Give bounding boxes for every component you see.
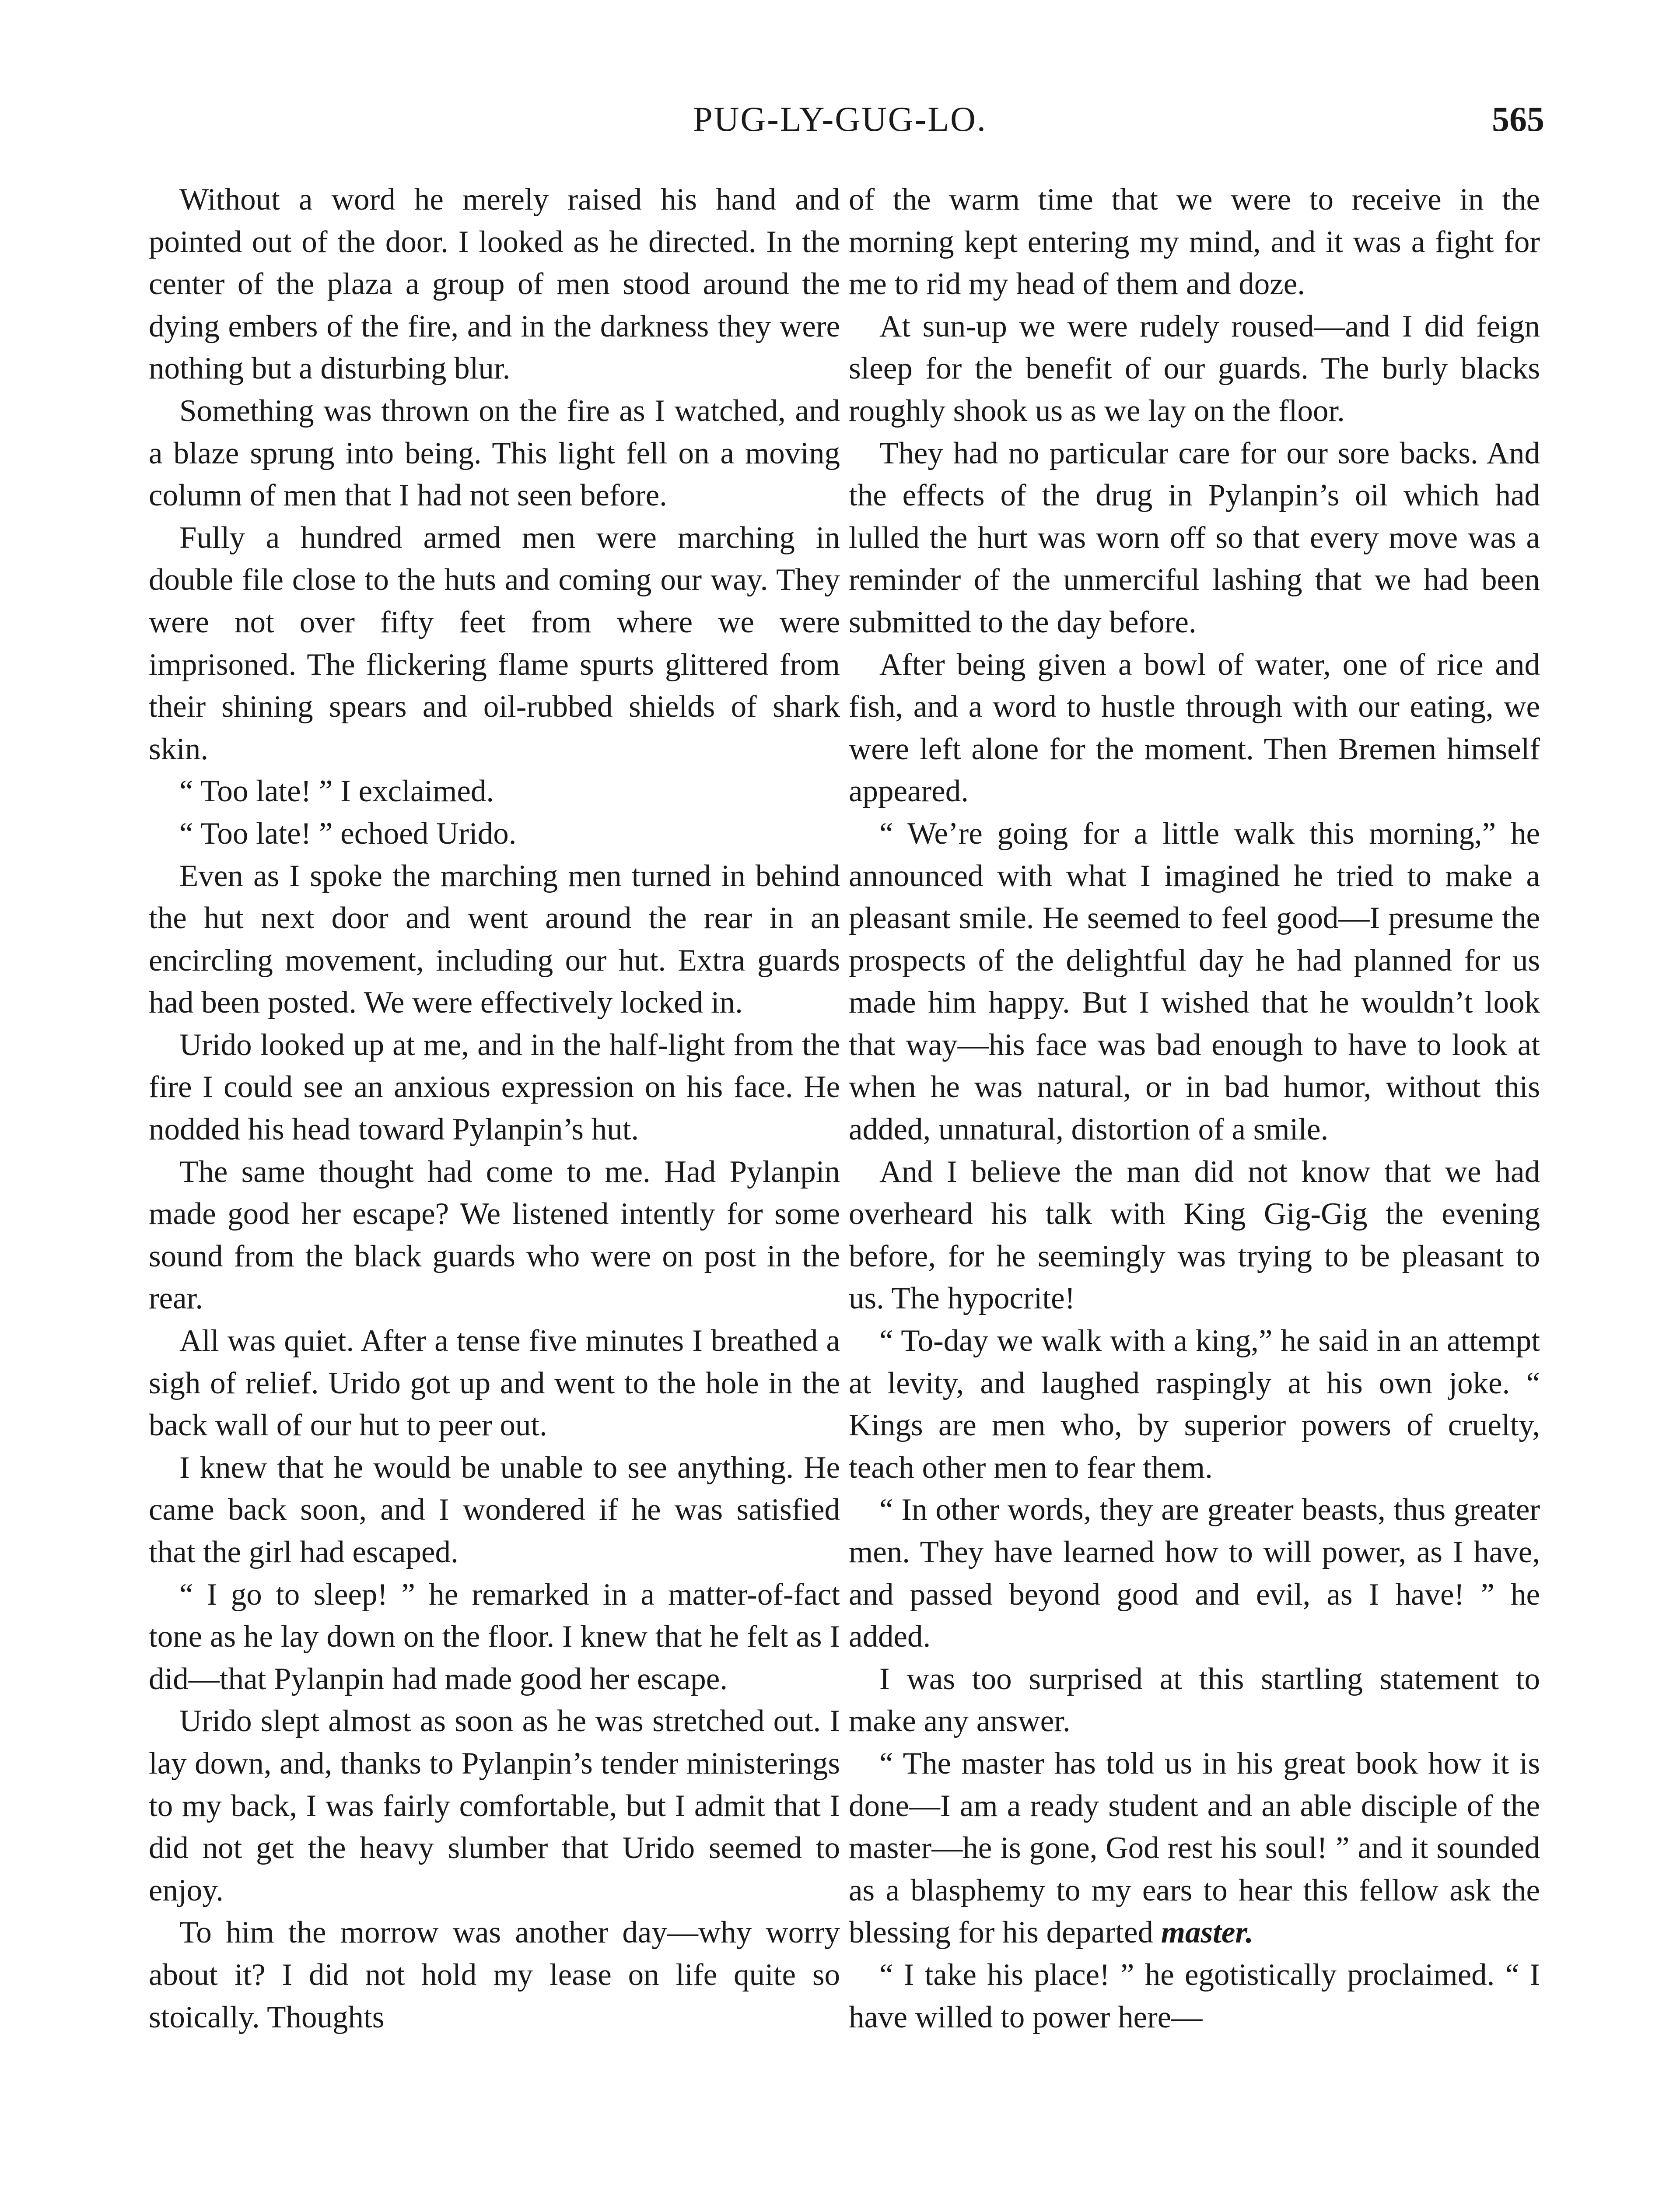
paragraph: “ I take his place! ” he egotistically proclaimed. “ I have willed to power here— (849, 1957, 1540, 2034)
paragraph: Something was thrown on the fire as I watched, and a blaze sprung into being. This light fell on a moving column of men that I had not seen before. (149, 393, 840, 513)
paragraph: They had no particular care for our sore backs. And the effects of the drug in Pylanpin’s oil which had lulled the hurt was worn off so that every move was a reminder of the unmerciful lashing that we had been submitted to the day before. (849, 436, 1540, 639)
paragraph: All was quiet. After a tense five minutes I breathed a sigh of relief. Urido got up and went to the hole in the back wall of our hut to peer out. (149, 1324, 840, 1443)
paragraph: Urido looked up at me, and in the half-light from the fire I could see an anxious expression on his face. He nodded his head toward Pylanpin’s hut. (149, 1027, 840, 1147)
paragraph: Even as I spoke the marching men turned in behind the hut next door and went around the rear in an encircling movement, including our hut. Extra guards had been posted. We were effectively locked in. (149, 859, 840, 1020)
left-column (149, 179, 840, 2038)
paragraph: Urido slept almost as soon as he was stretched out. I lay down, and, thanks to Pylanpin’s tender ministerings to my back, I was fairly comfortable, but I admit that I did not get the heavy slumber that Urido seemed to enjoy. (149, 1704, 840, 1907)
running-title: PUG-LY-GUG-LO. (693, 100, 987, 139)
paragraph: “ We’re going for a little walk this morning,” he announced with what I imagined he tried to make a pleasant smile. He seemed to feel good—I presume the prospects of the delightful day he had planned for us made him happy. But I wished that he wouldn’t look that way—his face was bad enough to have to look at when he was natural, or in bad humor, without this added, unnatural, distortion of a smile. (849, 816, 1540, 1147)
paragraph: The same thought had come to me. Had Pylanpin made good her escape? We listened intently for some sound from the black guards who were on post in the rear. (149, 1154, 840, 1316)
paragraph: And I believe the man did not know that we had overheard his talk with King Gig-Gig the evening before, for he seemingly was trying to be pleasant to us. The hypocrite! (849, 1154, 1540, 1316)
emphasis-word: master. (1161, 1915, 1253, 1950)
paragraph-continued: of the warm time that we were to receive in the morning kept entering my mind, and it was a fight for me to rid my head of them and doze. (849, 182, 1540, 302)
paragraph (849, 1743, 1540, 1954)
paragraph: After being given a bowl of water, one of rice and fish, and a word to hustle through with our eating, we were left alone for the moment. Then Bremen himself appeared. (849, 647, 1540, 809)
paragraph: Without a word he merely raised his hand and pointed out of the door. I looked as he directed. In the center of the plaza a group of men stood around the dying embers of the fire, and in the darkness they were nothing but a disturbing blur. (149, 182, 840, 386)
paragraph: I was too surprised at this startling statement to make any answer. (849, 1662, 1540, 1739)
paragraph: At sun-up we were rudely roused—and I did feign sleep for the benefit of our guards. The burly blacks roughly shook us as we lay on the floor. (849, 309, 1540, 428)
paragraph: Fully a hundred armed men were marching in double file close to the huts and coming our way. They were not over fifty feet from where we were imprisoned. The flickering flame spurts glittered from their shining spears and oil-rubbed shields of shark skin. (149, 520, 840, 766)
paragraph: “ Too late! ” I exclaimed. (179, 774, 494, 809)
paragraph: “ Too late! ” echoed Urido. (179, 816, 517, 851)
page-number: 565 (1492, 100, 1544, 139)
paragraph: “ I go to sleep! ” he remarked in a matter-of-fact tone as he lay down on the floor. I knew that he felt as I did—that Pylanpin had made good her escape. (149, 1577, 840, 1696)
paragraph-text: “ The master has told us in his great book how it is done—I am a ready student and an able disciple of the master—he is gone, God rest his soul! ” and it sounded as a blasphemy to my ears to hear this fellow ask the blessing for his departed (849, 1746, 1540, 1950)
right-column (849, 179, 1540, 2038)
paragraph: “ To-day we walk with a king,” he said in an attempt at levity, and laughed raspingly at his own joke. “ Kings are men who, by superior powers of cruelty, teach other men to fear them. (849, 1324, 1540, 1485)
paragraph: I knew that he would be unable to see anything. He came back soon, and I wondered if he was satisfied that the girl had escaped. (149, 1450, 840, 1569)
paragraph: “ In other words, they are greater beasts, thus greater men. They have learned how to will power, as I have, and passed beyond good and evil, as I have! ” he added. (849, 1493, 1540, 1654)
paragraph: To him the morrow was another day—why worry about it? I did not hold my lease on life quite so stoically. Thoughts (149, 1915, 840, 2034)
